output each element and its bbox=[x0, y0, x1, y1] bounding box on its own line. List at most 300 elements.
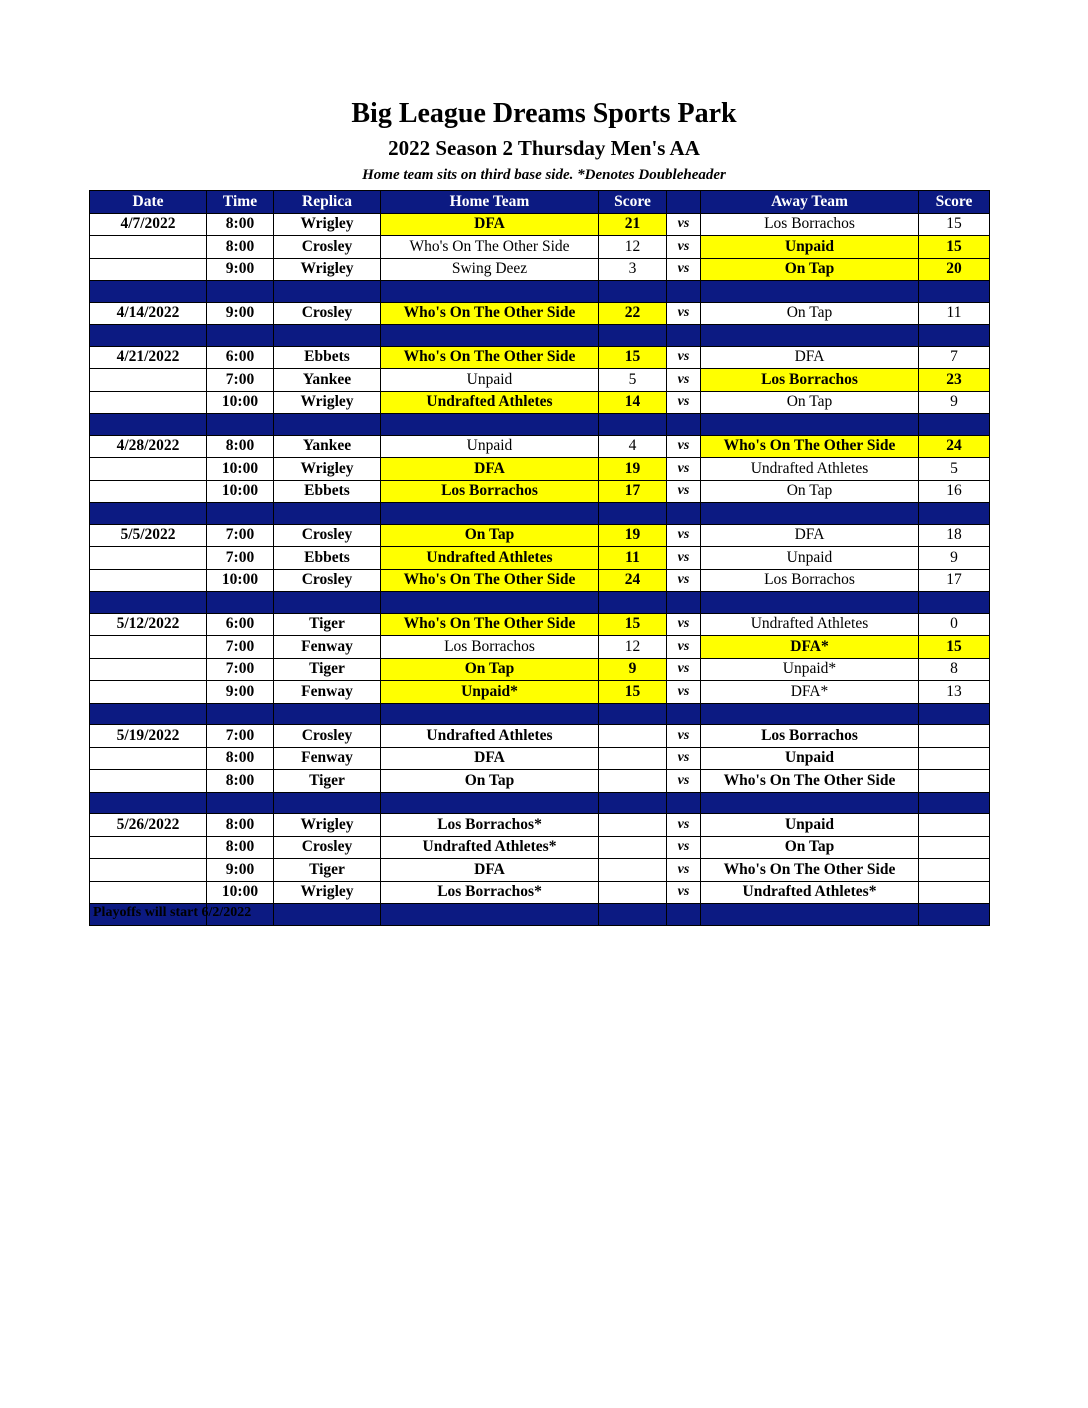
versus-label: vs bbox=[667, 814, 701, 837]
home-score bbox=[599, 859, 667, 882]
home-team: Unpaid bbox=[381, 435, 599, 458]
away-team: Los Borrachos bbox=[701, 213, 919, 236]
page-title: Big League Dreams Sports Park bbox=[351, 98, 737, 129]
separator-cell bbox=[599, 592, 667, 614]
separator-cell bbox=[701, 904, 919, 926]
away-team: Unpaid bbox=[701, 814, 919, 837]
home-score: 9 bbox=[599, 658, 667, 681]
game-date bbox=[90, 681, 207, 704]
away-team: Los Borrachos bbox=[701, 369, 919, 392]
away-score: 9 bbox=[919, 547, 990, 570]
home-team: Undrafted Athletes bbox=[381, 391, 599, 414]
game-time: 9:00 bbox=[207, 681, 274, 704]
game-row bbox=[90, 658, 990, 681]
away-team: Los Borrachos bbox=[701, 569, 919, 592]
game-date bbox=[90, 258, 207, 281]
game-replica: Wrigley bbox=[274, 881, 381, 904]
versus-label: vs bbox=[667, 859, 701, 882]
separator-cell bbox=[381, 592, 599, 614]
away-team: On Tap bbox=[701, 480, 919, 503]
versus-label: vs bbox=[667, 881, 701, 904]
game-date: 5/12/2022 bbox=[90, 613, 207, 636]
game-replica: Ebbets bbox=[274, 346, 381, 369]
separator-cell bbox=[274, 904, 381, 926]
game-replica: Wrigley bbox=[274, 213, 381, 236]
home-team: On Tap bbox=[381, 524, 599, 547]
away-team: DFA bbox=[701, 524, 919, 547]
versus-label: vs bbox=[667, 524, 701, 547]
game-date bbox=[90, 636, 207, 659]
away-team: On Tap bbox=[701, 391, 919, 414]
game-date: 4/21/2022 bbox=[90, 346, 207, 369]
game-date bbox=[90, 770, 207, 793]
game-time: 6:00 bbox=[207, 613, 274, 636]
game-row bbox=[90, 881, 990, 904]
game-row bbox=[90, 681, 990, 704]
away-score: 8 bbox=[919, 658, 990, 681]
game-replica: Yankee bbox=[274, 369, 381, 392]
home-score: 15 bbox=[599, 346, 667, 369]
separator-cell bbox=[599, 414, 667, 436]
separator-cell bbox=[381, 281, 599, 303]
column-header-date: Date bbox=[90, 191, 207, 214]
separator-cell bbox=[274, 414, 381, 436]
away-team: On Tap bbox=[701, 836, 919, 859]
separator-cell bbox=[667, 792, 701, 814]
home-team: Undrafted Athletes bbox=[381, 725, 599, 748]
game-replica: Tiger bbox=[274, 859, 381, 882]
home-score: 15 bbox=[599, 613, 667, 636]
versus-label: vs bbox=[667, 836, 701, 859]
home-team: Los Borrachos bbox=[381, 480, 599, 503]
game-replica: Ebbets bbox=[274, 480, 381, 503]
home-score: 12 bbox=[599, 636, 667, 659]
home-team: DFA bbox=[381, 213, 599, 236]
game-row bbox=[90, 258, 990, 281]
game-time: 7:00 bbox=[207, 547, 274, 570]
versus-label: vs bbox=[667, 302, 701, 325]
game-replica: Ebbets bbox=[274, 547, 381, 570]
playoffs-note: Playoffs will start 6/2/2022 bbox=[93, 905, 252, 920]
away-team: Who's On The Other Side bbox=[701, 859, 919, 882]
game-replica: Tiger bbox=[274, 658, 381, 681]
game-date: 4/7/2022 bbox=[90, 213, 207, 236]
versus-label: vs bbox=[667, 569, 701, 592]
home-score: 22 bbox=[599, 302, 667, 325]
game-time: 10:00 bbox=[207, 480, 274, 503]
game-time: 7:00 bbox=[207, 636, 274, 659]
game-date bbox=[90, 747, 207, 770]
separator-cell bbox=[207, 325, 274, 347]
schedule-note: Home team sits on third base side. *Denotes Doubleheader bbox=[362, 167, 726, 183]
game-date bbox=[90, 547, 207, 570]
separator-cell bbox=[274, 792, 381, 814]
home-team: DFA bbox=[381, 458, 599, 481]
away-score: 18 bbox=[919, 524, 990, 547]
home-score: 21 bbox=[599, 213, 667, 236]
home-team: DFA bbox=[381, 859, 599, 882]
game-time: 7:00 bbox=[207, 725, 274, 748]
away-score bbox=[919, 770, 990, 793]
game-time: 10:00 bbox=[207, 391, 274, 414]
game-row bbox=[90, 770, 990, 793]
game-date bbox=[90, 236, 207, 259]
versus-label: vs bbox=[667, 369, 701, 392]
game-time: 8:00 bbox=[207, 747, 274, 770]
week-separator bbox=[90, 503, 990, 525]
away-score bbox=[919, 814, 990, 837]
column-header-replica: Replica bbox=[274, 191, 381, 214]
home-score: 14 bbox=[599, 391, 667, 414]
week-separator bbox=[90, 325, 990, 347]
home-score bbox=[599, 881, 667, 904]
game-row bbox=[90, 547, 990, 570]
separator-cell bbox=[381, 325, 599, 347]
home-team: Los Borrachos* bbox=[381, 814, 599, 837]
home-score bbox=[599, 770, 667, 793]
game-date: 5/19/2022 bbox=[90, 725, 207, 748]
away-score: 15 bbox=[919, 213, 990, 236]
away-team: On Tap bbox=[701, 258, 919, 281]
game-time: 10:00 bbox=[207, 569, 274, 592]
game-date: 4/14/2022 bbox=[90, 302, 207, 325]
home-team: Who's On The Other Side bbox=[381, 236, 599, 259]
versus-label: vs bbox=[667, 547, 701, 570]
separator-cell bbox=[381, 792, 599, 814]
versus-label: vs bbox=[667, 435, 701, 458]
home-score: 15 bbox=[599, 681, 667, 704]
away-team: DFA* bbox=[701, 636, 919, 659]
schedule-table bbox=[89, 190, 990, 926]
away-score: 11 bbox=[919, 302, 990, 325]
away-team: Who's On The Other Side bbox=[701, 435, 919, 458]
away-score bbox=[919, 881, 990, 904]
column-header-away-score: Score bbox=[919, 191, 990, 214]
home-team: Who's On The Other Side bbox=[381, 346, 599, 369]
game-row bbox=[90, 725, 990, 748]
away-team: Undrafted Athletes bbox=[701, 613, 919, 636]
separator-cell bbox=[207, 281, 274, 303]
home-team: On Tap bbox=[381, 770, 599, 793]
game-time: 8:00 bbox=[207, 236, 274, 259]
header-row bbox=[90, 191, 990, 214]
separator-cell bbox=[919, 592, 990, 614]
separator-cell bbox=[207, 703, 274, 725]
game-replica: Crosley bbox=[274, 524, 381, 547]
away-team: Unpaid bbox=[701, 547, 919, 570]
away-score: 9 bbox=[919, 391, 990, 414]
versus-label: vs bbox=[667, 236, 701, 259]
game-time: 10:00 bbox=[207, 881, 274, 904]
game-row bbox=[90, 236, 990, 259]
home-score: 19 bbox=[599, 524, 667, 547]
separator-cell bbox=[207, 414, 274, 436]
game-replica: Wrigley bbox=[274, 814, 381, 837]
game-time: 7:00 bbox=[207, 658, 274, 681]
away-score: 16 bbox=[919, 480, 990, 503]
away-team: DFA bbox=[701, 346, 919, 369]
game-time: 8:00 bbox=[207, 836, 274, 859]
away-score: 23 bbox=[919, 369, 990, 392]
game-row bbox=[90, 480, 990, 503]
home-score: 19 bbox=[599, 458, 667, 481]
away-team: Unpaid* bbox=[701, 658, 919, 681]
separator-cell bbox=[919, 703, 990, 725]
week-separator bbox=[90, 281, 990, 303]
away-score: 5 bbox=[919, 458, 990, 481]
home-score: 5 bbox=[599, 369, 667, 392]
home-score bbox=[599, 836, 667, 859]
away-team: Undrafted Athletes bbox=[701, 458, 919, 481]
separator-cell bbox=[667, 904, 701, 926]
game-replica: Crosley bbox=[274, 725, 381, 748]
separator-cell bbox=[274, 325, 381, 347]
versus-label: vs bbox=[667, 725, 701, 748]
versus-label: vs bbox=[667, 613, 701, 636]
home-score: 11 bbox=[599, 547, 667, 570]
separator-cell bbox=[701, 503, 919, 525]
home-score: 17 bbox=[599, 480, 667, 503]
separator-cell bbox=[919, 325, 990, 347]
week-separator bbox=[90, 592, 990, 614]
away-score bbox=[919, 859, 990, 882]
away-score bbox=[919, 747, 990, 770]
game-replica: Fenway bbox=[274, 747, 381, 770]
column-header-time: Time bbox=[207, 191, 274, 214]
separator-cell bbox=[599, 503, 667, 525]
versus-label: vs bbox=[667, 770, 701, 793]
separator-cell bbox=[667, 281, 701, 303]
versus-label: vs bbox=[667, 480, 701, 503]
game-date: 4/28/2022 bbox=[90, 435, 207, 458]
separator-cell bbox=[599, 703, 667, 725]
separator-cell bbox=[90, 414, 207, 436]
game-row bbox=[90, 569, 990, 592]
game-replica: Wrigley bbox=[274, 391, 381, 414]
home-team: Swing Deez bbox=[381, 258, 599, 281]
separator-cell bbox=[207, 592, 274, 614]
home-team: On Tap bbox=[381, 658, 599, 681]
column-header-away-team: Away Team bbox=[701, 191, 919, 214]
home-team: Undrafted Athletes* bbox=[381, 836, 599, 859]
home-team: Who's On The Other Side bbox=[381, 569, 599, 592]
separator-cell bbox=[207, 503, 274, 525]
home-score: 12 bbox=[599, 236, 667, 259]
away-score: 20 bbox=[919, 258, 990, 281]
away-score: 13 bbox=[919, 681, 990, 704]
separator-cell bbox=[667, 325, 701, 347]
game-row bbox=[90, 613, 990, 636]
game-replica: Wrigley bbox=[274, 458, 381, 481]
game-replica: Crosley bbox=[274, 236, 381, 259]
game-row bbox=[90, 747, 990, 770]
home-score: 24 bbox=[599, 569, 667, 592]
separator-cell bbox=[919, 503, 990, 525]
separator-cell bbox=[381, 414, 599, 436]
page-subtitle: 2022 Season 2 Thursday Men's AA bbox=[388, 136, 700, 160]
separator-cell bbox=[919, 792, 990, 814]
versus-label: vs bbox=[667, 747, 701, 770]
game-replica: Wrigley bbox=[274, 258, 381, 281]
versus-label: vs bbox=[667, 391, 701, 414]
away-score: 24 bbox=[919, 435, 990, 458]
home-score: 4 bbox=[599, 435, 667, 458]
separator-cell bbox=[274, 503, 381, 525]
column-header-home-score: Score bbox=[599, 191, 667, 214]
game-date: 5/5/2022 bbox=[90, 524, 207, 547]
game-time: 9:00 bbox=[207, 859, 274, 882]
game-row bbox=[90, 346, 990, 369]
game-replica: Fenway bbox=[274, 681, 381, 704]
separator-cell bbox=[701, 325, 919, 347]
separator-cell bbox=[90, 503, 207, 525]
home-team: Los Borrachos* bbox=[381, 881, 599, 904]
game-time: 8:00 bbox=[207, 770, 274, 793]
game-time: 9:00 bbox=[207, 258, 274, 281]
home-team: Unpaid* bbox=[381, 681, 599, 704]
separator-cell bbox=[667, 703, 701, 725]
game-row bbox=[90, 391, 990, 414]
away-team: Unpaid bbox=[701, 747, 919, 770]
home-team: Who's On The Other Side bbox=[381, 613, 599, 636]
column-header-vs bbox=[667, 191, 701, 214]
away-score bbox=[919, 725, 990, 748]
game-time: 8:00 bbox=[207, 213, 274, 236]
game-replica: Tiger bbox=[274, 770, 381, 793]
schedule-body bbox=[90, 213, 990, 925]
game-row bbox=[90, 524, 990, 547]
game-row bbox=[90, 836, 990, 859]
separator-cell bbox=[919, 281, 990, 303]
separator-cell bbox=[381, 703, 599, 725]
away-team: Who's On The Other Side bbox=[701, 770, 919, 793]
away-team: DFA* bbox=[701, 681, 919, 704]
game-replica: Crosley bbox=[274, 836, 381, 859]
home-team: Undrafted Athletes bbox=[381, 547, 599, 570]
separator-cell bbox=[599, 792, 667, 814]
away-team: On Tap bbox=[701, 302, 919, 325]
separator-cell bbox=[599, 904, 667, 926]
separator-cell bbox=[701, 592, 919, 614]
separator-cell bbox=[701, 792, 919, 814]
game-row bbox=[90, 213, 990, 236]
week-separator bbox=[90, 703, 990, 725]
separator-cell bbox=[919, 904, 990, 926]
versus-label: vs bbox=[667, 658, 701, 681]
game-time: 8:00 bbox=[207, 435, 274, 458]
game-date bbox=[90, 859, 207, 882]
game-replica: Crosley bbox=[274, 569, 381, 592]
game-row bbox=[90, 458, 990, 481]
separator-cell bbox=[274, 592, 381, 614]
away-team: Unpaid bbox=[701, 236, 919, 259]
separator-cell bbox=[90, 325, 207, 347]
versus-label: vs bbox=[667, 346, 701, 369]
separator-cell bbox=[599, 281, 667, 303]
away-score: 7 bbox=[919, 346, 990, 369]
separator-cell bbox=[919, 414, 990, 436]
home-team: Unpaid bbox=[381, 369, 599, 392]
away-score bbox=[919, 836, 990, 859]
separator-cell bbox=[701, 414, 919, 436]
separator-cell bbox=[90, 792, 207, 814]
game-time: 7:00 bbox=[207, 524, 274, 547]
game-replica: Fenway bbox=[274, 636, 381, 659]
week-separator bbox=[90, 414, 990, 436]
home-score: 3 bbox=[599, 258, 667, 281]
home-team: Los Borrachos bbox=[381, 636, 599, 659]
game-replica: Crosley bbox=[274, 302, 381, 325]
separator-cell bbox=[274, 703, 381, 725]
game-row bbox=[90, 636, 990, 659]
separator-cell bbox=[90, 281, 207, 303]
separator-cell bbox=[701, 281, 919, 303]
game-time: 6:00 bbox=[207, 346, 274, 369]
game-date bbox=[90, 480, 207, 503]
versus-label: vs bbox=[667, 636, 701, 659]
separator-cell bbox=[207, 792, 274, 814]
home-team: DFA bbox=[381, 747, 599, 770]
separator-cell bbox=[381, 503, 599, 525]
versus-label: vs bbox=[667, 258, 701, 281]
game-row bbox=[90, 814, 990, 837]
game-time: 8:00 bbox=[207, 814, 274, 837]
versus-label: vs bbox=[667, 681, 701, 704]
away-score: 15 bbox=[919, 236, 990, 259]
away-score: 15 bbox=[919, 636, 990, 659]
game-row bbox=[90, 435, 990, 458]
separator-cell bbox=[701, 703, 919, 725]
away-score: 17 bbox=[919, 569, 990, 592]
game-date bbox=[90, 458, 207, 481]
game-replica: Tiger bbox=[274, 613, 381, 636]
separator-cell bbox=[90, 703, 207, 725]
game-row bbox=[90, 369, 990, 392]
separator-cell bbox=[667, 592, 701, 614]
separator-cell bbox=[667, 414, 701, 436]
separator-cell bbox=[599, 325, 667, 347]
game-date bbox=[90, 369, 207, 392]
week-separator bbox=[90, 792, 990, 814]
home-score bbox=[599, 814, 667, 837]
game-time: 10:00 bbox=[207, 458, 274, 481]
separator-cell bbox=[90, 592, 207, 614]
game-replica: Yankee bbox=[274, 435, 381, 458]
away-team: Undrafted Athletes* bbox=[701, 881, 919, 904]
home-team: Who's On The Other Side bbox=[381, 302, 599, 325]
game-time: 7:00 bbox=[207, 369, 274, 392]
versus-label: vs bbox=[667, 458, 701, 481]
game-date: 5/26/2022 bbox=[90, 814, 207, 837]
separator-cell bbox=[381, 904, 599, 926]
game-date bbox=[90, 391, 207, 414]
game-date bbox=[90, 881, 207, 904]
game-date bbox=[90, 569, 207, 592]
away-score: 0 bbox=[919, 613, 990, 636]
game-row bbox=[90, 859, 990, 882]
game-date bbox=[90, 836, 207, 859]
column-header-home-team: Home Team bbox=[381, 191, 599, 214]
versus-label: vs bbox=[667, 213, 701, 236]
home-score bbox=[599, 725, 667, 748]
game-row bbox=[90, 302, 990, 325]
game-time: 9:00 bbox=[207, 302, 274, 325]
away-team: Los Borrachos bbox=[701, 725, 919, 748]
separator-cell bbox=[667, 503, 701, 525]
game-date bbox=[90, 658, 207, 681]
home-score bbox=[599, 747, 667, 770]
separator-cell bbox=[274, 281, 381, 303]
